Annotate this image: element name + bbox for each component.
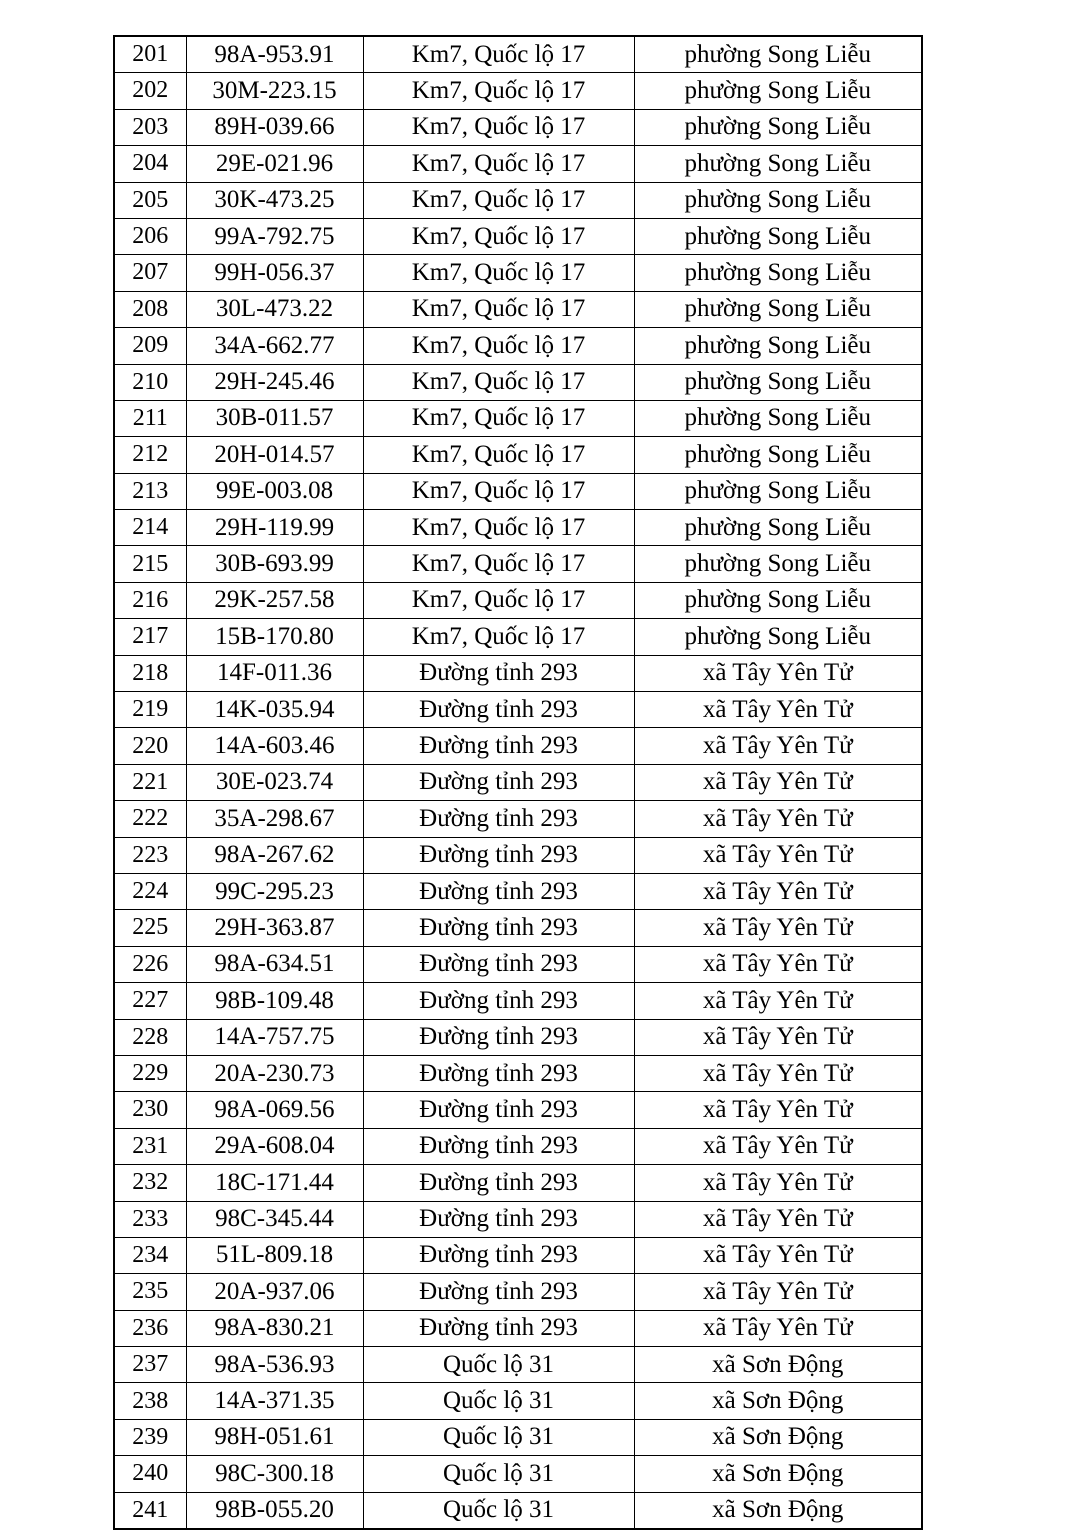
cell-location: Km7, Quốc lộ 17 (363, 364, 634, 400)
cell-plate: 30E-023.74 (186, 764, 363, 800)
table-row (114, 36, 922, 73)
table-row (114, 1201, 922, 1237)
cell-plate: 99C-295.23 (186, 873, 363, 909)
table-row (114, 437, 922, 473)
cell-ward: xã Tây Yên Tử (634, 910, 922, 946)
cell-ward: phường Song Liễu (634, 473, 922, 509)
cell-plate: 99E-003.08 (186, 473, 363, 509)
cell-stt: 230 (114, 1092, 186, 1128)
cell-plate: 14K-035.94 (186, 692, 363, 728)
cell-stt: 234 (114, 1237, 186, 1273)
cell-location: Km7, Quốc lộ 17 (363, 546, 634, 582)
cell-location: Km7, Quốc lộ 17 (363, 400, 634, 436)
cell-ward: phường Song Liễu (634, 510, 922, 546)
table-row (114, 1055, 922, 1091)
cell-stt: 235 (114, 1274, 186, 1310)
cell-stt: 211 (114, 400, 186, 436)
table-row (114, 910, 922, 946)
cell-location: Km7, Quốc lộ 17 (363, 146, 634, 182)
cell-location: Quốc lộ 31 (363, 1419, 634, 1455)
cell-stt: 232 (114, 1165, 186, 1201)
cell-plate: 29H-363.87 (186, 910, 363, 946)
cell-location: Đường tỉnh 293 (363, 1165, 634, 1201)
cell-ward: phường Song Liễu (634, 546, 922, 582)
cell-plate: 29H-119.99 (186, 510, 363, 546)
cell-ward: xã Tây Yên Tử (634, 692, 922, 728)
cell-location: Km7, Quốc lộ 17 (363, 510, 634, 546)
cell-plate: 20A-230.73 (186, 1055, 363, 1091)
cell-plate: 98B-109.48 (186, 983, 363, 1019)
cell-stt: 229 (114, 1055, 186, 1091)
records-table (113, 35, 923, 1530)
cell-plate: 98A-069.56 (186, 1092, 363, 1128)
cell-stt: 227 (114, 983, 186, 1019)
cell-ward: phường Song Liễu (634, 291, 922, 327)
cell-ward: xã Sơn Động (634, 1419, 922, 1455)
cell-plate: 30B-693.99 (186, 546, 363, 582)
table-row (114, 109, 922, 145)
cell-location: Km7, Quốc lộ 17 (363, 36, 634, 73)
cell-plate: 34A-662.77 (186, 328, 363, 364)
cell-ward: phường Song Liễu (634, 400, 922, 436)
cell-ward: xã Sơn Động (634, 1492, 922, 1529)
cell-stt: 223 (114, 837, 186, 873)
cell-plate: 20A-937.06 (186, 1274, 363, 1310)
cell-location: Đường tỉnh 293 (363, 910, 634, 946)
cell-stt: 239 (114, 1419, 186, 1455)
cell-stt: 206 (114, 218, 186, 254)
cell-location: Đường tỉnh 293 (363, 1274, 634, 1310)
cell-ward: phường Song Liễu (634, 437, 922, 473)
table-row (114, 582, 922, 618)
records-table-container (113, 35, 921, 1530)
cell-ward: phường Song Liễu (634, 36, 922, 73)
table-row (114, 1419, 922, 1455)
table-row (114, 1019, 922, 1055)
table-row (114, 328, 922, 364)
cell-ward: xã Tây Yên Tử (634, 873, 922, 909)
cell-ward: xã Sơn Động (634, 1347, 922, 1383)
cell-stt: 204 (114, 146, 186, 182)
cell-location: Km7, Quốc lộ 17 (363, 619, 634, 655)
cell-stt: 208 (114, 291, 186, 327)
table-row (114, 1237, 922, 1273)
cell-plate: 30M-223.15 (186, 73, 363, 109)
table-row (114, 1456, 922, 1492)
records-table-body (114, 36, 922, 1529)
cell-location: Đường tỉnh 293 (363, 873, 634, 909)
cell-location: Quốc lộ 31 (363, 1456, 634, 1492)
cell-stt: 221 (114, 764, 186, 800)
table-row (114, 510, 922, 546)
cell-stt: 225 (114, 910, 186, 946)
table-row (114, 546, 922, 582)
table-row (114, 182, 922, 218)
cell-plate: 18C-171.44 (186, 1165, 363, 1201)
cell-plate: 98A-830.21 (186, 1310, 363, 1346)
cell-location: Km7, Quốc lộ 17 (363, 109, 634, 145)
cell-ward: xã Tây Yên Tử (634, 1055, 922, 1091)
table-row (114, 255, 922, 291)
cell-stt: 210 (114, 364, 186, 400)
cell-plate: 29H-245.46 (186, 364, 363, 400)
cell-ward: xã Tây Yên Tử (634, 1274, 922, 1310)
cell-stt: 237 (114, 1347, 186, 1383)
cell-stt: 226 (114, 946, 186, 982)
table-row (114, 655, 922, 691)
cell-ward: phường Song Liễu (634, 582, 922, 618)
cell-location: Đường tỉnh 293 (363, 1128, 634, 1164)
cell-ward: xã Tây Yên Tử (634, 764, 922, 800)
cell-location: Km7, Quốc lộ 17 (363, 291, 634, 327)
table-row (114, 1092, 922, 1128)
cell-stt: 241 (114, 1492, 186, 1529)
cell-plate: 98B-055.20 (186, 1492, 363, 1529)
cell-ward: phường Song Liễu (634, 109, 922, 145)
cell-stt: 202 (114, 73, 186, 109)
cell-ward: xã Tây Yên Tử (634, 837, 922, 873)
cell-plate: 35A-298.67 (186, 801, 363, 837)
cell-stt: 220 (114, 728, 186, 764)
cell-ward: xã Tây Yên Tử (634, 1201, 922, 1237)
table-row (114, 73, 922, 109)
cell-ward: xã Tây Yên Tử (634, 1019, 922, 1055)
cell-ward: phường Song Liễu (634, 218, 922, 254)
cell-plate: 98C-345.44 (186, 1201, 363, 1237)
cell-ward: xã Sơn Động (634, 1383, 922, 1419)
cell-ward: xã Tây Yên Tử (634, 1310, 922, 1346)
cell-location: Đường tỉnh 293 (363, 728, 634, 764)
cell-stt: 218 (114, 655, 186, 691)
cell-stt: 207 (114, 255, 186, 291)
table-row (114, 364, 922, 400)
table-row (114, 1274, 922, 1310)
table-row (114, 1492, 922, 1529)
cell-plate: 99A-792.75 (186, 218, 363, 254)
cell-location: Đường tỉnh 293 (363, 1092, 634, 1128)
cell-stt: 236 (114, 1310, 186, 1346)
cell-location: Đường tỉnh 293 (363, 801, 634, 837)
cell-stt: 213 (114, 473, 186, 509)
table-row (114, 692, 922, 728)
cell-ward: phường Song Liễu (634, 182, 922, 218)
cell-location: Km7, Quốc lộ 17 (363, 218, 634, 254)
cell-ward: xã Tây Yên Tử (634, 728, 922, 764)
cell-stt: 238 (114, 1383, 186, 1419)
table-row (114, 1347, 922, 1383)
cell-plate: 14A-603.46 (186, 728, 363, 764)
cell-stt: 217 (114, 619, 186, 655)
cell-location: Km7, Quốc lộ 17 (363, 473, 634, 509)
cell-ward: phường Song Liễu (634, 146, 922, 182)
cell-stt: 203 (114, 109, 186, 145)
cell-plate: 29A-608.04 (186, 1128, 363, 1164)
cell-stt: 216 (114, 582, 186, 618)
cell-ward: xã Sơn Động (634, 1456, 922, 1492)
cell-stt: 233 (114, 1201, 186, 1237)
table-row (114, 1383, 922, 1419)
table-row (114, 291, 922, 327)
cell-location: Quốc lộ 31 (363, 1492, 634, 1529)
cell-ward: xã Tây Yên Tử (634, 655, 922, 691)
cell-location: Km7, Quốc lộ 17 (363, 73, 634, 109)
cell-location: Đường tỉnh 293 (363, 1019, 634, 1055)
table-row (114, 619, 922, 655)
table-row (114, 473, 922, 509)
cell-plate: 51L-809.18 (186, 1237, 363, 1273)
table-row (114, 1310, 922, 1346)
cell-plate: 99H-056.37 (186, 255, 363, 291)
cell-stt: 215 (114, 546, 186, 582)
cell-location: Đường tỉnh 293 (363, 1201, 634, 1237)
cell-location: Km7, Quốc lộ 17 (363, 328, 634, 364)
cell-location: Đường tỉnh 293 (363, 983, 634, 1019)
cell-stt: 209 (114, 328, 186, 364)
cell-plate: 89H-039.66 (186, 109, 363, 145)
cell-stt: 231 (114, 1128, 186, 1164)
cell-ward: phường Song Liễu (634, 364, 922, 400)
cell-ward: xã Tây Yên Tử (634, 801, 922, 837)
cell-ward: phường Song Liễu (634, 73, 922, 109)
cell-plate: 98A-634.51 (186, 946, 363, 982)
table-row (114, 983, 922, 1019)
cell-ward: phường Song Liễu (634, 328, 922, 364)
cell-plate: 98A-953.91 (186, 36, 363, 73)
cell-ward: xã Tây Yên Tử (634, 946, 922, 982)
cell-plate: 98H-051.61 (186, 1419, 363, 1455)
cell-ward: phường Song Liễu (634, 619, 922, 655)
cell-stt: 240 (114, 1456, 186, 1492)
cell-location: Đường tỉnh 293 (363, 692, 634, 728)
cell-plate: 98A-267.62 (186, 837, 363, 873)
table-row (114, 801, 922, 837)
cell-plate: 14F-011.36 (186, 655, 363, 691)
cell-location: Đường tỉnh 293 (363, 837, 634, 873)
cell-plate: 29E-021.96 (186, 146, 363, 182)
cell-ward: xã Tây Yên Tử (634, 1165, 922, 1201)
cell-location: Đường tỉnh 293 (363, 764, 634, 800)
cell-stt: 228 (114, 1019, 186, 1055)
cell-stt: 201 (114, 36, 186, 73)
cell-plate: 98C-300.18 (186, 1456, 363, 1492)
cell-location: Đường tỉnh 293 (363, 1310, 634, 1346)
cell-ward: xã Tây Yên Tử (634, 1237, 922, 1273)
cell-stt: 205 (114, 182, 186, 218)
cell-location: Quốc lộ 31 (363, 1347, 634, 1383)
cell-plate: 20H-014.57 (186, 437, 363, 473)
table-row (114, 728, 922, 764)
cell-plate: 14A-371.35 (186, 1383, 363, 1419)
cell-plate: 30L-473.22 (186, 291, 363, 327)
table-row (114, 1165, 922, 1201)
cell-location: Đường tỉnh 293 (363, 1055, 634, 1091)
cell-plate: 15B-170.80 (186, 619, 363, 655)
cell-stt: 214 (114, 510, 186, 546)
cell-location: Km7, Quốc lộ 17 (363, 182, 634, 218)
table-row (114, 946, 922, 982)
table-row (114, 146, 922, 182)
cell-plate: 30B-011.57 (186, 400, 363, 436)
cell-location: Đường tỉnh 293 (363, 946, 634, 982)
cell-location: Quốc lộ 31 (363, 1383, 634, 1419)
cell-location: Km7, Quốc lộ 17 (363, 437, 634, 473)
cell-ward: xã Tây Yên Tử (634, 1092, 922, 1128)
table-row (114, 764, 922, 800)
table-row (114, 873, 922, 909)
cell-plate: 98A-536.93 (186, 1347, 363, 1383)
table-row (114, 218, 922, 254)
table-row (114, 837, 922, 873)
cell-location: Đường tỉnh 293 (363, 1237, 634, 1273)
cell-stt: 212 (114, 437, 186, 473)
cell-location: Km7, Quốc lộ 17 (363, 255, 634, 291)
cell-ward: xã Tây Yên Tử (634, 983, 922, 1019)
cell-plate: 30K-473.25 (186, 182, 363, 218)
cell-ward: xã Tây Yên Tử (634, 1128, 922, 1164)
cell-ward: phường Song Liễu (634, 255, 922, 291)
cell-stt: 222 (114, 801, 186, 837)
cell-plate: 14A-757.75 (186, 1019, 363, 1055)
cell-plate: 29K-257.58 (186, 582, 363, 618)
cell-stt: 219 (114, 692, 186, 728)
table-row (114, 400, 922, 436)
table-row (114, 1128, 922, 1164)
cell-stt: 224 (114, 873, 186, 909)
cell-location: Đường tỉnh 293 (363, 655, 634, 691)
cell-location: Km7, Quốc lộ 17 (363, 582, 634, 618)
